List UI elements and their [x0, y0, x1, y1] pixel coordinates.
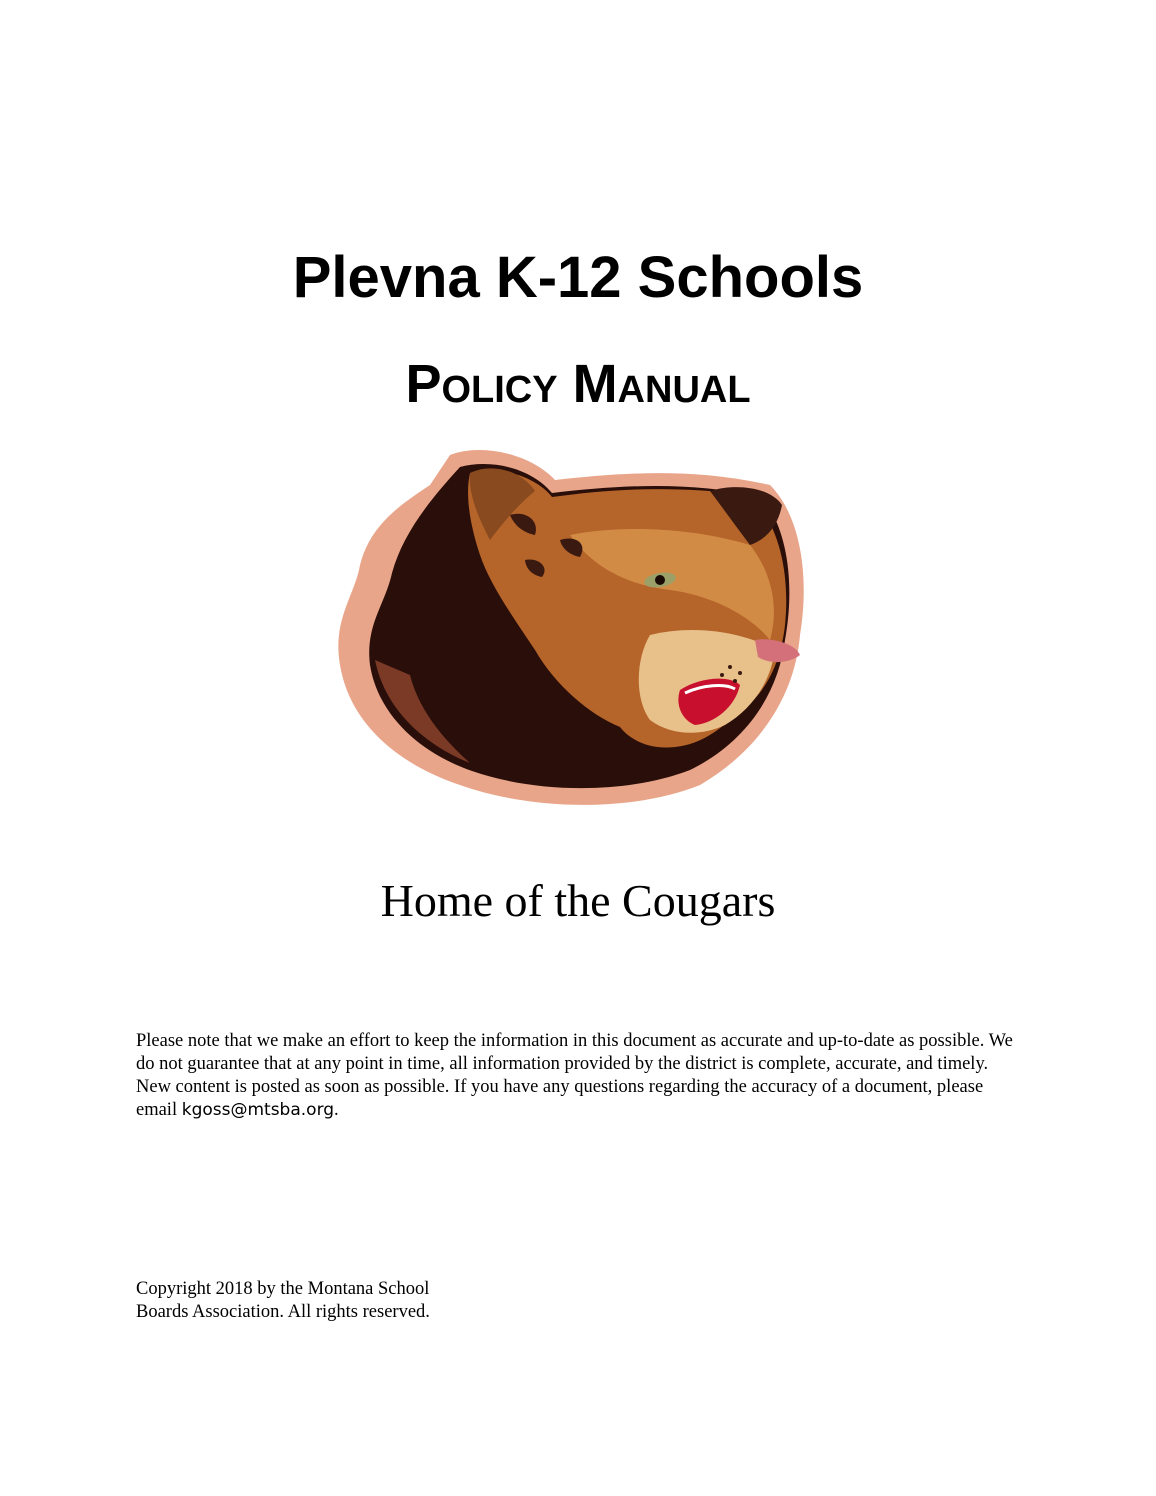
disclaimer-end: .	[334, 1100, 339, 1120]
copyright-line-2: Boards Association. All rights reserved.	[136, 1302, 430, 1322]
copyright-notice	[136, 1278, 536, 1324]
tagline: Home of the Cougars	[380, 875, 776, 926]
contact-email[interactable]: kgoss@mtsba.org	[181, 1100, 335, 1120]
disclaimer-paragraph	[136, 1030, 1026, 1122]
disclaimer-text: Please note that we make an effort to keep the information in this document as accurate and up-to-date as possible. We do not guarantee that at any point in time, all information provided by the district is complete, accurate, and timely. New content is posted as soon as possible. If you have any questions regarding the accuracy of a document, please email	[136, 1031, 1013, 1120]
cougar-mascot-image	[330, 445, 810, 810]
document-title: Plevna K-12 Schools	[292, 245, 864, 310]
document-subtitle: Policy Manual	[405, 354, 751, 414]
copyright-line-1: Copyright 2018 by the Montana School	[136, 1279, 430, 1299]
